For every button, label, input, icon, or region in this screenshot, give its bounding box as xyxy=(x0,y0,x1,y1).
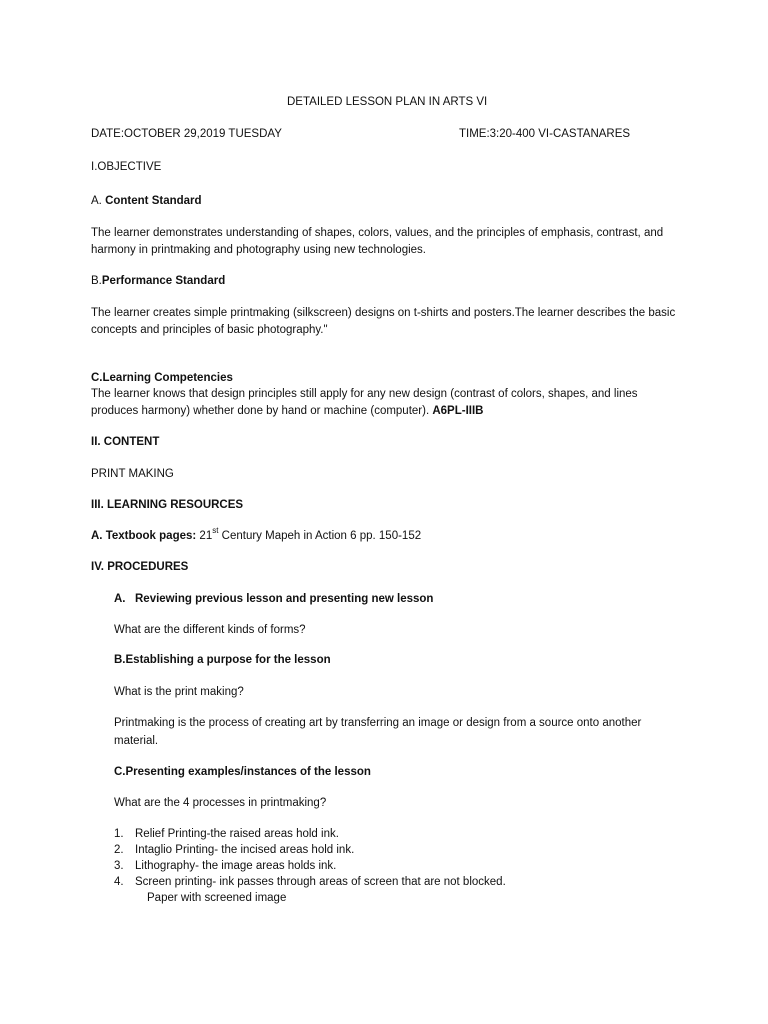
list-item xyxy=(114,858,336,874)
proc-c-heading: C.Presenting examples/instances of the lesson xyxy=(114,766,371,778)
document-title: DETAILED LESSON PLAN IN ARTS VI xyxy=(287,96,488,108)
content-standard-label: Content Standard xyxy=(105,195,202,207)
content-standard-letter: A. xyxy=(91,195,102,207)
list-item-text: Lithography- the image areas holds ink. xyxy=(135,860,337,872)
list-item-number: 2. xyxy=(114,844,124,856)
proc-b-answer-2: material. xyxy=(114,735,159,747)
proc-a-letter: A. xyxy=(114,593,126,605)
objective-heading: I.OBJECTIVE xyxy=(91,161,162,173)
time-line: TIME:3:20-400 VI-CASTANARES xyxy=(459,128,631,140)
textbook-ordinal-suffix: st xyxy=(212,526,219,536)
list-item-text: Screen printing- ink passes through areas of screen that are not blocked. xyxy=(135,876,506,888)
procedures-heading: IV. PROCEDURES xyxy=(91,561,189,573)
date-line: DATE:OCTOBER 29,2019 TUESDAY xyxy=(91,128,282,140)
competency-code: A6PL-IIIB xyxy=(432,405,484,417)
proc-a-question: What are the different kinds of forms? xyxy=(114,624,306,636)
content-heading: II. CONTENT xyxy=(91,436,160,448)
textbook-title: Century Mapeh in Action 6 pp. 150-152 xyxy=(218,530,422,542)
list-item xyxy=(114,826,339,842)
proc-b-heading: B.Establishing a purpose for the lesson xyxy=(114,654,331,666)
learning-competencies-text-2-body: produces harmony) whether done by hand or machine (computer). xyxy=(91,405,430,417)
list-item-text: Relief Printing-the raised areas hold ink. xyxy=(135,828,339,840)
list-item-text: Intaglio Printing- the incised areas hold ink. xyxy=(135,844,355,856)
list-item-continuation: Paper with screened image xyxy=(147,892,287,904)
performance-standard-text-2: concepts and principles of basic photography." xyxy=(91,324,328,336)
proc-c-question: What are the 4 processes in printmaking? xyxy=(114,797,327,809)
content-standard-text-2: harmony in printmaking and photography using new technologies. xyxy=(91,244,426,256)
textbook-line xyxy=(91,528,421,544)
resources-heading: III. LEARNING RESOURCES xyxy=(91,499,244,511)
learning-competencies-text-2 xyxy=(91,403,483,419)
content-text: PRINT MAKING xyxy=(91,468,174,480)
content-standard-heading xyxy=(91,193,202,209)
proc-b-question: What is the print making? xyxy=(114,686,244,698)
proc-a-heading xyxy=(114,591,433,607)
performance-standard-text-1: The learner creates simple printmaking (silkscreen) designs on t-shirts and posters.The learner describes the basic xyxy=(91,307,676,319)
list-item-number: 4. xyxy=(114,876,124,888)
textbook-label: A. Textbook pages: xyxy=(91,530,197,542)
performance-standard-heading xyxy=(91,273,225,289)
list-item xyxy=(114,842,354,858)
proc-b-answer-1: Printmaking is the process of creating art by transferring an image or design from a source onto another xyxy=(114,717,642,729)
textbook-ordinal: 21 xyxy=(199,530,213,542)
performance-standard-letter: B. xyxy=(91,275,102,287)
performance-standard-label: Performance Standard xyxy=(101,275,226,287)
learning-competencies-heading: C.Learning Competencies xyxy=(91,372,233,384)
list-item-number: 3. xyxy=(114,860,124,872)
proc-a-label: Reviewing previous lesson and presenting new lesson xyxy=(135,593,434,605)
list-item xyxy=(114,874,506,890)
content-standard-text-1: The learner demonstrates understanding of shapes, colors, values, and the principles of emphasis, contrast, and xyxy=(91,227,664,239)
list-item-number: 1. xyxy=(114,828,124,840)
learning-competencies-text-1: The learner knows that design principles still apply for any new design (contrast of colors, shapes, and lines xyxy=(91,388,638,400)
